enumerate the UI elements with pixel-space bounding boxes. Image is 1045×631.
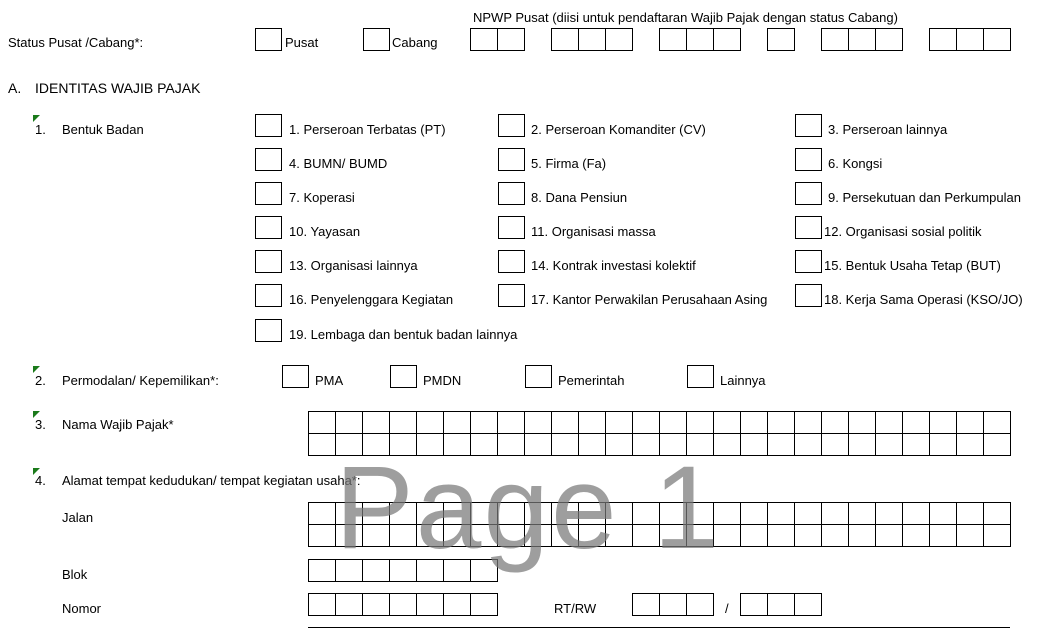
checkbox-badan-15[interactable] xyxy=(795,250,822,273)
checkbox-badan-5[interactable] xyxy=(498,148,525,171)
label-badan-5: 5. Firma (Fa) xyxy=(531,156,607,171)
label-jalan: Jalan xyxy=(62,510,94,525)
checkbox-badan-17[interactable] xyxy=(498,284,525,307)
label-badan-9: 9. Persekutuan dan Perkumpulan xyxy=(828,190,1021,205)
status-label: Status Pusat /Cabang*: xyxy=(8,35,144,50)
label-badan-6: 6. Kongsi xyxy=(828,156,883,171)
checkbox-badan-12[interactable] xyxy=(795,216,822,239)
rw-grid[interactable] xyxy=(740,593,822,616)
label-badan-17: 17. Kantor Perwakilan Perusahaan Asing xyxy=(531,292,768,307)
label-badan-1: 1. Perseroan Terbatas (PT) xyxy=(289,122,446,137)
label-cabang: Cabang xyxy=(392,35,438,50)
label-badan-14: 14. Kontrak investasi kolektif xyxy=(531,258,696,273)
q2-number: 2. xyxy=(35,373,46,388)
label-badan-4: 4. BUMN/ BUMD xyxy=(289,156,388,171)
q1-label: Bentuk Badan xyxy=(62,122,144,137)
checkbox-badan-4[interactable] xyxy=(255,148,282,171)
checkbox-badan-13[interactable] xyxy=(255,250,282,273)
label-nomor: Nomor xyxy=(62,601,102,616)
q3-label: Nama Wajib Pajak* xyxy=(62,417,174,432)
label-rtrw: RT/RW xyxy=(554,601,597,616)
checkbox-pusat[interactable] xyxy=(255,28,282,51)
checkbox-badan-3[interactable] xyxy=(795,114,822,137)
label-badan-13: 13. Organisasi lainnya xyxy=(289,258,418,273)
label-badan-10: 10. Yayasan xyxy=(289,224,361,239)
checkbox-badan-19[interactable] xyxy=(255,319,282,342)
section-letter: A. xyxy=(8,80,22,96)
label-badan-3: 3. Perseroan lainnya xyxy=(828,122,948,137)
label-badan-2: 2. Perseroan Komanditer (CV) xyxy=(531,122,706,137)
label-pusat: Pusat xyxy=(285,35,319,50)
nomor-grid[interactable] xyxy=(308,593,498,616)
comment-marker xyxy=(33,366,40,373)
label-badan-15: 15. Bentuk Usaha Tetap (BUT) xyxy=(824,258,1001,273)
npwp-group-3[interactable] xyxy=(659,28,741,51)
checkbox-badan-6[interactable] xyxy=(795,148,822,171)
checkbox-badan-9[interactable] xyxy=(795,182,822,205)
checkbox-cabang[interactable] xyxy=(363,28,390,51)
blok-grid[interactable] xyxy=(308,559,498,582)
checkbox-pemerintah[interactable] xyxy=(525,365,552,388)
checkbox-lainnya[interactable] xyxy=(687,365,714,388)
q3-number: 3. xyxy=(35,417,46,432)
checkbox-badan-14[interactable] xyxy=(498,250,525,273)
checkbox-badan-10[interactable] xyxy=(255,216,282,239)
npwp-group-2[interactable] xyxy=(551,28,633,51)
label-badan-7: 7. Koperasi xyxy=(289,190,355,205)
rt-grid[interactable] xyxy=(632,593,714,616)
q2-label: Permodalan/ Kepemilikan*: xyxy=(62,373,219,388)
npwp-group-4[interactable] xyxy=(767,28,795,51)
npwp-group-1[interactable] xyxy=(470,28,525,51)
section-title: IDENTITAS WAJIB PAJAK xyxy=(35,80,201,96)
nama-wajib-pajak-grid[interactable] xyxy=(308,411,1011,456)
label-blok: Blok xyxy=(62,567,88,582)
npwp-group-5[interactable] xyxy=(821,28,903,51)
checkbox-pma[interactable] xyxy=(282,365,309,388)
label-pma: PMA xyxy=(315,373,344,388)
npwp-note: NPWP Pusat (diisi untuk pendaftaran Wajib Pajak dengan status Cabang) xyxy=(473,10,898,25)
q4-number: 4. xyxy=(35,473,46,488)
label-lainnya: Lainnya xyxy=(720,373,766,388)
label-badan-11: 11. Organisasi massa xyxy=(531,224,656,239)
label-badan-19: 19. Lembaga dan bentuk badan lainnya xyxy=(289,327,518,342)
checkbox-pmdn[interactable] xyxy=(390,365,417,388)
page-watermark: Page 1 xyxy=(335,442,721,574)
jalan-grid[interactable] xyxy=(308,502,1011,547)
label-pemerintah: Pemerintah xyxy=(558,373,625,388)
label-badan-16: 16. Penyelenggara Kegiatan xyxy=(289,292,454,307)
comment-marker xyxy=(33,115,40,122)
checkbox-badan-16[interactable] xyxy=(255,284,282,307)
checkbox-badan-11[interactable] xyxy=(498,216,525,239)
checkbox-badan-18[interactable] xyxy=(795,284,822,307)
checkbox-badan-2[interactable] xyxy=(498,114,525,137)
label-badan-8: 8. Dana Pensiun xyxy=(531,190,628,205)
label-pmdn: PMDN xyxy=(423,373,462,388)
checkbox-badan-8[interactable] xyxy=(498,182,525,205)
rtrw-separator: / xyxy=(725,601,729,616)
label-badan-12: 12. Organisasi sosial politik xyxy=(824,224,982,239)
q1-number: 1. xyxy=(35,122,46,137)
npwp-group-6[interactable] xyxy=(929,28,1011,51)
checkbox-badan-7[interactable] xyxy=(255,182,282,205)
q4-label: Alamat tempat kedudukan/ tempat kegiatan usaha*: xyxy=(62,473,361,488)
next-row-edge xyxy=(308,627,1010,631)
label-badan-18: 18. Kerja Sama Operasi (KSO/JO) xyxy=(824,292,1023,307)
checkbox-badan-1[interactable] xyxy=(255,114,282,137)
